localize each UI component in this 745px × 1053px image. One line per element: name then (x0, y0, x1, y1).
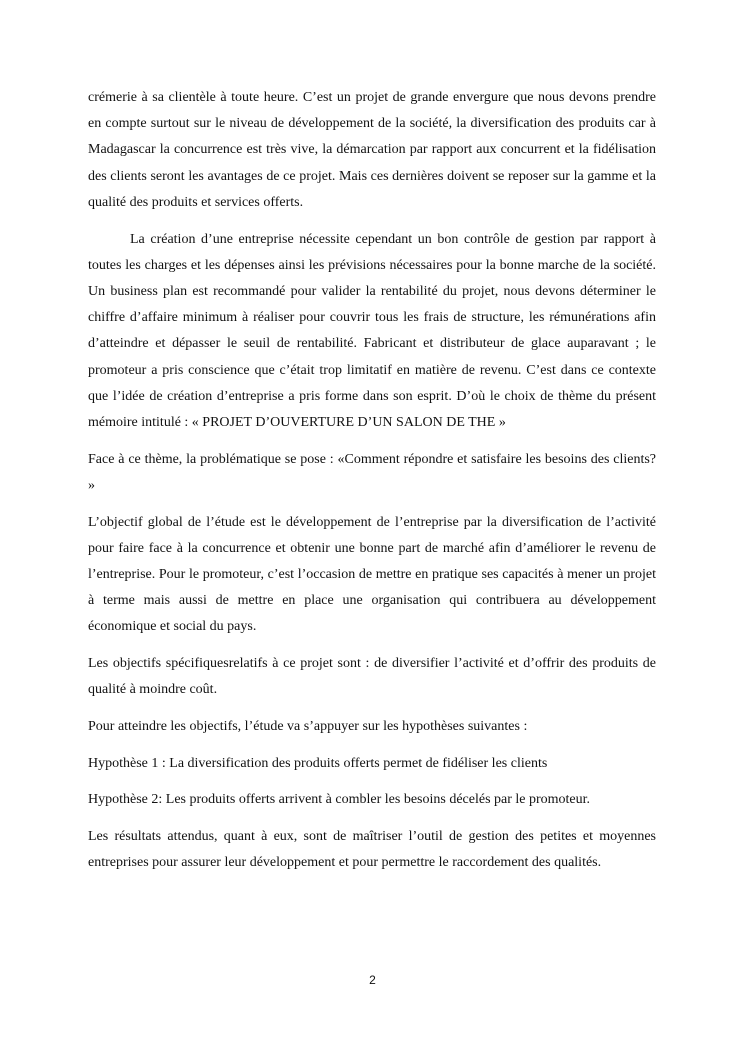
paragraph-hypothesis-1: Hypothèse 1 : La diversification des produits offerts permet de fidéliser les clients (88, 755, 548, 771)
page-number: 2 (369, 973, 376, 987)
paragraph-company-creation: La création d’une entreprise nécessite cependant un bon contrôle de gestion par rapport à toutes les charges et les dépenses ainsi les prévisions nécessaires pour la bonne marche de la société. Un business plan est recommandé pour valider la rentabilité du projet, nous devons déterminer le chiffre d’affaire minimum à réaliser pour couvrir tous les frais de structure, les rémunérations afin d’atteindre et dépasser le seuil de rentabilité. Fabricant et distributeur de glace auparavant ; le promoteur a pris conscience que c’était trop limitatif en matière de revenu. C’est dans ce contexte que l’idée de création d’entreprise a pris forme dans son esprit. D’où le choix de thème du présent mémoire intitulé : « PROJET D’OUVERTURE D’UN SALON DE THE » (88, 231, 656, 430)
paragraph-hypothesis-2: Hypothèse 2: Les produits offerts arrivent à combler les besoins décelés par le promoteur. (88, 792, 591, 808)
paragraph-hypotheses-intro: Pour atteindre les objectifs, l’étude va s’appuyer sur les hypothèses suivantes : (88, 718, 528, 734)
paragraph-expected-results: Les résultats attendus, quant à eux, sont de maîtriser l’outil de gestion des petites et moyennes entreprises pour assurer leur développement et pour permettre le raccordement des qualités. (88, 829, 656, 871)
paragraph-specific-objectives: Les objectifs spécifiquesrelatifs à ce projet sont : de diversifier l’activité et d’offrir des produits de qualité à moindre coût. (88, 656, 656, 698)
paragraph-problem-statement: Face à ce thème, la problématique se pose : «Comment répondre et satisfaire les besoins des clients? » (88, 451, 656, 493)
paragraph-intro-continuation: crémerie à sa clientèle à toute heure. C’est un projet de grande envergure que nous devons prendre en compte surtout sur le niveau de développement de la société, la diversification des produits car à Madagascar la concurrence est très vive, la démarcation par rapport aux concurrent et la fidélisation des clients seront les avantages de ce projet. Mais ces dernières doivent se reposer sur la gamme et la qualité des produits et services offerts. (88, 90, 656, 210)
paragraph-global-objective: L’objectif global de l’étude est le développement de l’entreprise par la diversification de l’activité pour faire face à la concurrence et obtenir une bonne part de marché afin d’améliorer le revenu de l’entreprise. Pour le promoteur, c’est l’occasion de mettre en pratique ses capacités à mener un projet à terme mais aussi de mettre en place une organisation qui contribuera au développement économique et social du pays. (88, 514, 656, 635)
body-text (88, 85, 656, 887)
